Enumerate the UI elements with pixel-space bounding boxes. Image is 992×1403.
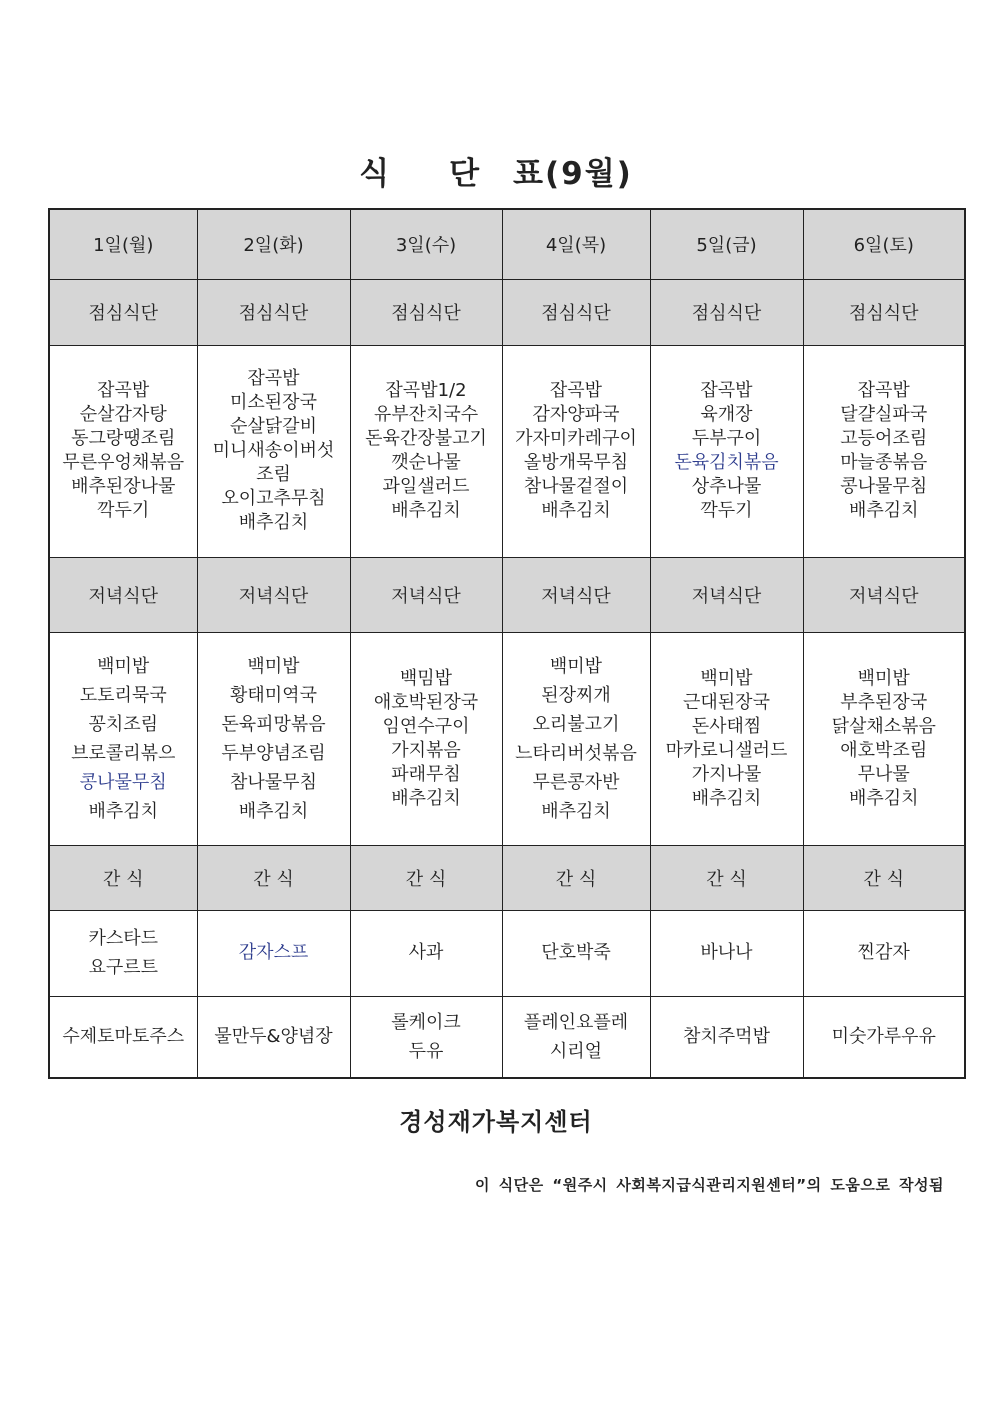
day-header: 6일(토) xyxy=(803,209,965,279)
menu-item: 마카로니샐러드 xyxy=(665,739,788,761)
menu-item: 잡곡밥 xyxy=(549,380,603,401)
menu-table xyxy=(48,208,966,1079)
snack-item: 수제토마토주스 xyxy=(62,1025,185,1047)
snack-cell xyxy=(650,996,803,1078)
snack-item: 플레인요플레 xyxy=(523,1011,629,1033)
menu-item: 무나물 xyxy=(857,763,910,785)
dinner-menu-cell xyxy=(197,632,350,845)
menu-item: 콩나물무침 xyxy=(840,476,928,497)
menu-item: 백미밥 xyxy=(97,655,150,677)
menu-item: 동그랑땡조림 xyxy=(71,428,176,449)
lunch-label: 점심식단 xyxy=(197,279,350,345)
menu-item: 과일샐러드 xyxy=(382,476,470,497)
menu-item: 두부구이 xyxy=(691,428,762,449)
menu-item: 배추김치 xyxy=(238,512,309,533)
menu-item: 배추김치 xyxy=(238,800,309,822)
menu-item: 배추김치 xyxy=(391,500,461,521)
snack-cell xyxy=(49,996,197,1078)
snack-item: 찐감자 xyxy=(857,942,910,963)
lunch-menu-row xyxy=(49,345,965,557)
day-header: 3일(수) xyxy=(350,209,502,279)
day-header: 4일(목) xyxy=(502,209,650,279)
menu-item: 파래무침 xyxy=(391,763,461,785)
lunch-menu-cell xyxy=(350,345,502,557)
snack-label: 간 식 xyxy=(197,845,350,910)
menu-item: 참나물무침 xyxy=(230,771,317,793)
menu-item: 애호박된장국 xyxy=(373,691,479,713)
menu-item: 돈육피망볶음 xyxy=(221,713,326,735)
lunch-label: 점심식단 xyxy=(650,279,803,345)
menu-item: 미소된장국 xyxy=(230,392,317,413)
snack-cell xyxy=(803,910,965,996)
snack-cell xyxy=(197,910,350,996)
snack-item: 물만두&양념장 xyxy=(214,1025,333,1047)
page-title xyxy=(0,148,992,193)
menu-item: 부추된장국 xyxy=(840,691,928,713)
menu-item: 브로콜리볶으 xyxy=(71,742,176,764)
menu-item: 배추김치 xyxy=(541,800,611,822)
lunch-label-row xyxy=(49,279,965,345)
footnote: 이 식단은 “원주시 사회복지급식관리지원센터”의 도움으로 작성됨 xyxy=(474,1176,944,1194)
menu-item: 미니새송이버섯 xyxy=(212,440,335,461)
menu-item: 백밈밥 xyxy=(399,667,453,689)
menu-item: 상추나물 xyxy=(691,476,762,497)
dinner-menu-cell xyxy=(502,632,650,845)
menu-item: 올방개묵무침 xyxy=(523,452,629,473)
menu-item: 배추김치 xyxy=(391,787,461,809)
dinner-menu-row xyxy=(49,632,965,845)
menu-item: 황태미역국 xyxy=(230,684,317,706)
menu-item: 순살감자탕 xyxy=(79,404,167,425)
dinner-menu-cell xyxy=(803,632,965,845)
menu-item: 두부양념조림 xyxy=(221,742,326,764)
dinner-menu-cell xyxy=(650,632,803,845)
menu-item: 배추김치 xyxy=(848,787,919,809)
snack-item: 시리얼 xyxy=(549,1040,603,1062)
title-char-3: 표(9월) xyxy=(513,156,633,192)
organization-name: 경성재가복지센터 xyxy=(399,1108,593,1136)
menu-item: 된장찌개 xyxy=(541,684,611,706)
menu-item-highlighted: 돈육김치볶음 xyxy=(674,452,779,473)
snack-row-1 xyxy=(49,910,965,996)
day-header-row xyxy=(49,209,965,279)
lunch-menu-cell xyxy=(803,345,965,557)
menu-item: 잡곡밥1/2 xyxy=(385,380,467,401)
lunch-menu-cell xyxy=(502,345,650,557)
menu-item: 돈사태찜 xyxy=(691,715,762,737)
menu-item: 배추김치 xyxy=(541,500,611,521)
day-header: 1일(월) xyxy=(49,209,197,279)
snack-cell xyxy=(803,996,965,1078)
menu-item: 무른콩자반 xyxy=(532,771,620,793)
menu-item: 순살닭갈비 xyxy=(230,416,317,437)
snack-label: 간 식 xyxy=(49,845,197,910)
snack-item: 단호박죽 xyxy=(541,942,611,963)
dinner-menu-cell xyxy=(350,632,502,845)
snack-item: 바나나 xyxy=(700,942,753,963)
menu-item: 애호박조림 xyxy=(840,739,928,761)
menu-item: 닭살채소볶음 xyxy=(831,715,936,737)
menu-item: 배추김치 xyxy=(691,787,762,809)
menu-item: 돈육간장불고기 xyxy=(365,428,487,449)
snack-item: 사과 xyxy=(408,942,444,963)
menu-item: 잡곡밥 xyxy=(700,380,753,401)
snack-cell xyxy=(350,910,502,996)
dinner-label: 저녁식단 xyxy=(49,557,197,632)
menu-item: 백미밥 xyxy=(247,655,300,677)
lunch-label: 점심식단 xyxy=(803,279,965,345)
menu-item: 깍두기 xyxy=(700,500,753,521)
lunch-label: 점심식단 xyxy=(502,279,650,345)
menu-item: 오리불고기 xyxy=(532,713,620,735)
menu-item: 느타리버섯볶음 xyxy=(515,742,637,764)
snack-item: 미숫가루우유 xyxy=(831,1025,936,1047)
snack-label: 간 식 xyxy=(650,845,803,910)
snack-label: 간 식 xyxy=(350,845,502,910)
menu-item: 달걀실파국 xyxy=(840,404,928,425)
snack-label: 간 식 xyxy=(803,845,965,910)
snack-item: 롤케이크 xyxy=(391,1011,461,1033)
menu-item: 가자미카레구이 xyxy=(515,428,637,449)
snack-cell xyxy=(502,996,650,1078)
menu-item: 잡곡밥 xyxy=(247,368,300,389)
menu-item: 고등어조림 xyxy=(840,428,928,449)
menu-item: 깍두기 xyxy=(97,500,150,521)
menu-item-highlighted: 콩나물무침 xyxy=(79,771,167,793)
menu-item: 유부잔치국수 xyxy=(373,404,479,425)
lunch-label: 점심식단 xyxy=(49,279,197,345)
snack-cell xyxy=(350,996,502,1078)
menu-item: 배추김치 xyxy=(848,500,919,521)
menu-item: 근대된장국 xyxy=(683,691,770,713)
snack-item: 카스타드 xyxy=(88,928,159,949)
menu-item: 임연수구이 xyxy=(382,715,470,737)
snack-item: 참치주먹밥 xyxy=(683,1025,770,1047)
menu-item: 가지볶음 xyxy=(391,739,461,761)
day-header: 2일(화) xyxy=(197,209,350,279)
dinner-label: 저녁식단 xyxy=(650,557,803,632)
dinner-label: 저녁식단 xyxy=(502,557,650,632)
dinner-menu-cell xyxy=(49,632,197,845)
dinner-label: 저녁식단 xyxy=(803,557,965,632)
lunch-label: 점심식단 xyxy=(350,279,502,345)
day-header: 5일(금) xyxy=(650,209,803,279)
menu-item: 오이고추무침 xyxy=(221,488,326,509)
snack-cell xyxy=(650,910,803,996)
menu-item: 백미밥 xyxy=(549,655,603,677)
menu-item: 백미밥 xyxy=(857,667,910,689)
lunch-menu-cell xyxy=(650,345,803,557)
menu-item: 배추김치 xyxy=(88,800,159,822)
snack-item: 두유 xyxy=(408,1040,444,1062)
menu-item: 육개장 xyxy=(700,404,753,425)
snack-cell xyxy=(49,910,197,996)
lunch-menu-cell xyxy=(49,345,197,557)
snack-cell xyxy=(197,996,350,1078)
menu-item: 무른우엉채볶음 xyxy=(62,452,185,473)
menu-item: 마늘종볶음 xyxy=(840,452,928,473)
menu-item: 감자양파국 xyxy=(532,404,620,425)
menu-item: 잡곡밥 xyxy=(97,380,150,401)
dinner-label: 저녁식단 xyxy=(350,557,502,632)
dinner-label-row xyxy=(49,557,965,632)
menu-item: 잡곡밥 xyxy=(857,380,910,401)
menu-item: 꽁치조림 xyxy=(88,713,159,735)
lunch-menu-cell xyxy=(197,345,350,557)
menu-item: 조림 xyxy=(256,464,291,485)
title-char-1: 식 xyxy=(359,156,392,192)
menu-item: 도토리묵국 xyxy=(79,684,167,706)
menu-item: 배추된장나물 xyxy=(71,476,176,497)
snack-label: 간 식 xyxy=(502,845,650,910)
menu-item: 깻순나물 xyxy=(391,452,461,473)
menu-item: 백미밥 xyxy=(700,667,753,689)
snack-item-highlighted: 감자스프 xyxy=(238,942,309,963)
dinner-label: 저녁식단 xyxy=(197,557,350,632)
snack-label-row xyxy=(49,845,965,910)
title-char-2: 단 xyxy=(449,156,482,192)
snack-row-2 xyxy=(49,996,965,1078)
menu-item: 가지나물 xyxy=(691,763,762,785)
snack-cell xyxy=(502,910,650,996)
snack-item: 요구르트 xyxy=(88,957,159,978)
menu-item: 참나물겉절이 xyxy=(523,476,629,497)
